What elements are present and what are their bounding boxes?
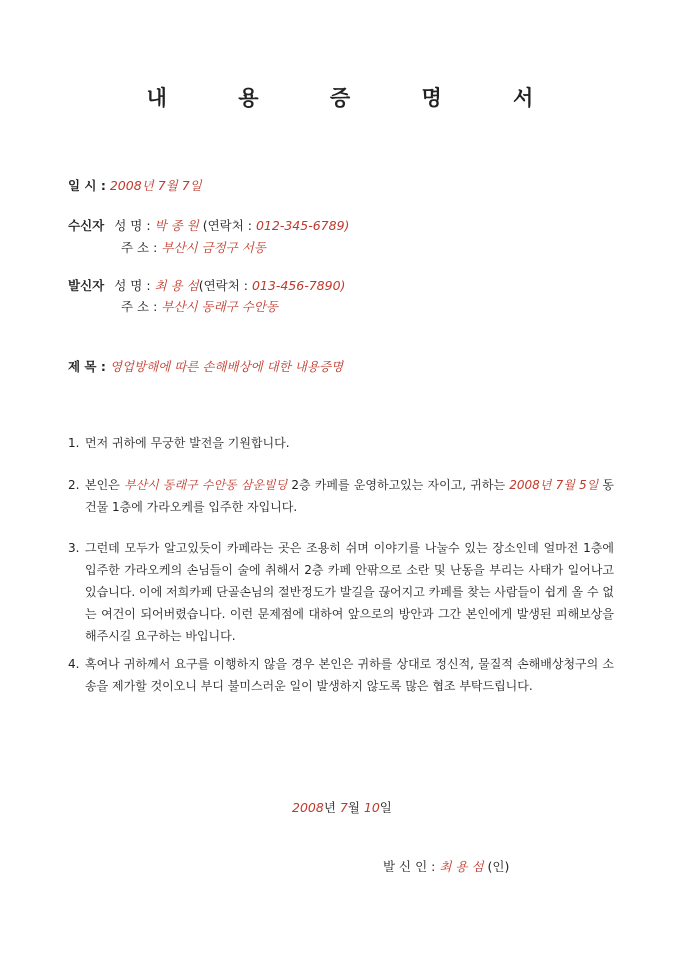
sender-address-row: [121, 297, 278, 315]
recipient-address: 부산시 금정구 서동: [161, 240, 266, 255]
paragraph-text: 혹여나 귀하께서 요구를 이행하지 않을 경우 본인은 귀하를 상대로 정신적, 물질적 손해배상청구의 소송을 제가할 것이오니 부디 불미스러운 일이 발생하지 않도록 많은 협조 부탁드립니다.: [85, 657, 614, 693]
paragraph-text: 먼저 귀하에 무궁한 발전을 기원합니다.: [85, 436, 290, 450]
closing-year: 2008: [292, 800, 324, 815]
seal-mark: (인): [487, 859, 510, 874]
sender-contact-label: (연락처 :: [198, 278, 248, 293]
paragraph-2: [68, 474, 614, 518]
recipient-phone: 012-345-6789): [255, 218, 350, 233]
month-unit: 월: [347, 800, 364, 815]
date-value: 2008년 7월 7일: [109, 178, 202, 193]
document-title: 내 용 증 명 서: [146, 85, 566, 110]
paragraph-text: 그런데 모두가 알고있듯이 카페라는 곳은 조용히 쉬며 이야기를 나눌수 있는 장소인데 얼마전 1층에 입주한 가라오케의 손님들이 술에 취해서 2층 카페 안팎으로 소란 및 난동을 부리는 사태가 일어나고 있습니다. 이에 저희카페 단골손님의 절반정도가 발길을 끊어지고 카페를 찾는 사람들이 쉽게 올 수 없는 여건이 되어버렸습니다. 이런 문제점에 대하여 앞으로의 방안과 그간 본인에게 발생된 피해보상을 해주시길 요구하는 바입니다.: [85, 541, 614, 643]
recipient-name-row: [68, 216, 349, 234]
subject-value: 영업방해에 따른 손해배상에 대한 내용증명: [109, 359, 344, 374]
recipient-address-row: [121, 238, 266, 256]
paragraph-4: [68, 653, 614, 697]
paragraph-number: 2.: [68, 478, 80, 492]
paragraph-text-segment: 본인은: [85, 478, 124, 492]
recipient-address-label: 주 소 :: [121, 240, 158, 255]
recipient-name-label: 성 명 :: [114, 218, 151, 233]
recipient-contact-label: (연락처 :: [202, 218, 252, 233]
recipient-label: 수신자: [68, 218, 105, 233]
paragraph-text-segment: 2층 카페를 운영하고있는 자이고, 귀하는: [287, 478, 510, 492]
paragraph-text: [85, 474, 614, 518]
paragraph-number: 3.: [68, 541, 80, 555]
paragraph-number: 1.: [68, 436, 80, 450]
sender-address-label: 주 소 :: [121, 299, 158, 314]
building-address: 부산시 동래구 수안동 삼운빌딩: [123, 478, 288, 492]
sender-phone: 013-456-7890): [251, 278, 346, 293]
signature-name: 최 용 섬: [439, 859, 484, 874]
closing-day: 10: [363, 800, 380, 815]
signature-row: [383, 857, 509, 875]
paragraph-number: 4.: [68, 657, 80, 671]
date-label: 일 시 :: [68, 178, 106, 193]
paragraph-text-segment: 동 건물 1층에 가라오케를 입주한 자입니다.: [85, 478, 615, 514]
day-unit: 일: [379, 800, 392, 815]
sender-name-label: 성 명 :: [114, 278, 151, 293]
sender-name-row: [68, 276, 345, 294]
move-in-date: 2008년 7월 5일: [509, 478, 599, 492]
paragraph-1: [68, 432, 614, 454]
date-row: [68, 176, 202, 194]
sender-address: 부산시 동래구 수안동: [161, 299, 278, 314]
closing-date: [292, 798, 392, 816]
paragraph-3: [68, 537, 614, 647]
year-unit: 년: [323, 800, 340, 815]
recipient-name: 박 종 원: [154, 218, 199, 233]
sender-name: 최 용 섬: [154, 278, 199, 293]
closing-month: 7: [339, 800, 348, 815]
sender-label: 발신자: [68, 278, 105, 293]
signature-label: 발 신 인 :: [383, 859, 436, 874]
subject-label: 제 목 :: [68, 359, 106, 374]
subject-row: [68, 357, 343, 375]
